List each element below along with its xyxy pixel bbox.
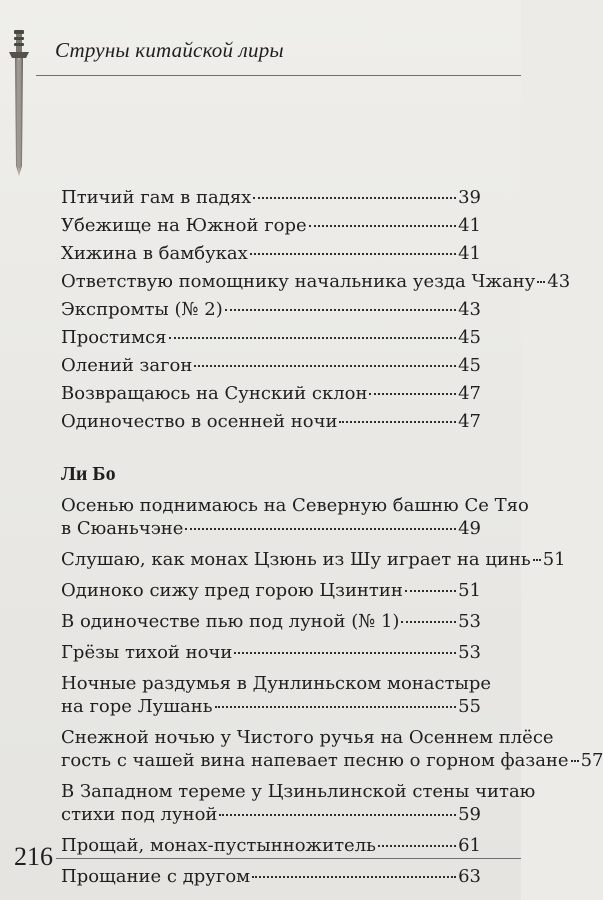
toc-entry-title-line: Ночные раздумья в Дунлиньском монастыре <box>61 673 492 694</box>
toc-entry-row <box>61 579 481 602</box>
toc-entry-row <box>61 326 481 349</box>
toc-entry-title-line: гость с чашей вина напевает песню о горном фазане <box>61 750 569 771</box>
toc-entry <box>61 780 536 826</box>
toc-entry-row <box>61 834 481 857</box>
toc-entry-page: 45 <box>458 327 481 348</box>
toc-entry-title-line: Экспромты (№ 2) <box>61 299 223 320</box>
toc-entry-row <box>61 548 566 571</box>
toc-entry-title-line: на горе Лушань <box>61 696 213 717</box>
toc-entry-title-line: Простимся <box>61 327 167 348</box>
dot-leader <box>339 421 456 423</box>
toc-entry-page: 51 <box>458 580 481 601</box>
toc-entry-title-line: Убежище на Южной горе <box>61 215 307 236</box>
toc-entry-title-line: стихи под луной <box>61 804 218 825</box>
toc-entry-row <box>61 410 481 433</box>
toc-entry-page: 43 <box>458 299 481 320</box>
toc-entry <box>61 354 481 377</box>
toc-entry <box>61 326 481 349</box>
toc-entry-page: 41 <box>458 243 481 264</box>
dot-leader <box>215 706 457 708</box>
toc-entry-row <box>61 865 481 888</box>
toc-entry-page: 53 <box>458 611 481 632</box>
toc-entry-title-line: Олений загон <box>61 355 193 376</box>
toc-part-1 <box>61 186 571 433</box>
dot-leader <box>219 814 456 816</box>
toc-entry-title-line: Ответствую помощнику начальника уезда Чжану <box>61 271 536 292</box>
toc-entry <box>61 610 481 633</box>
header-rule <box>36 75 521 76</box>
toc-entry-page: 61 <box>458 835 481 856</box>
dot-leader <box>369 393 456 395</box>
dot-leader <box>253 197 456 199</box>
toc-entry-title-line: В одиночестве пью под луной (№ 1) <box>61 611 400 632</box>
toc-entry-row <box>61 298 481 321</box>
toc-entry-title-line: Возвращаюсь на Сунский склон <box>61 383 368 404</box>
toc-entry-row <box>61 695 481 718</box>
toc-entry-row <box>61 517 481 540</box>
toc-entry-page: 59 <box>458 804 481 825</box>
toc-entry-page: 47 <box>458 383 481 404</box>
dot-leader <box>225 309 456 311</box>
dot-leader <box>252 876 456 878</box>
toc-entry-row <box>61 749 603 772</box>
toc-entry-title-line: Хижина в бамбуках <box>61 243 248 264</box>
toc-entry-page: 55 <box>458 696 481 717</box>
toc-entry-page: 47 <box>458 411 481 432</box>
dot-leader <box>250 253 456 255</box>
toc-entry-title-line: Одиноко сижу пред горою Цзинтин <box>61 580 403 601</box>
toc-entry <box>61 672 492 718</box>
toc-entry <box>61 865 481 888</box>
toc-entry-title-line: Прощай, монах-пустынножитель <box>61 835 376 856</box>
toc-part-2 <box>61 494 603 888</box>
toc-entry <box>61 726 603 772</box>
toc-entry <box>61 242 481 265</box>
dot-leader <box>194 365 456 367</box>
toc-entry <box>61 298 481 321</box>
table-of-contents <box>61 186 603 896</box>
toc-entry-title-line: Осенью поднимаюсь на Северную башню Се Тяо <box>61 495 529 516</box>
toc-entry-title-line: Грёзы тихой ночи <box>61 642 233 663</box>
running-title: Струны китайской лиры <box>55 38 284 62</box>
dot-leader <box>401 621 456 623</box>
toc-entry-page: 53 <box>458 642 481 663</box>
dot-leader <box>405 590 456 592</box>
sword-icon <box>6 28 32 178</box>
toc-entry <box>61 270 571 293</box>
toc-entry-row <box>61 803 481 826</box>
dot-leader <box>234 652 456 654</box>
toc-entry-row <box>61 354 481 377</box>
toc-entry-title-line: Слушаю, как монах Цзюнь из Шу играет на цинь <box>61 549 531 570</box>
toc-entry-title-line: Снежной ночью у Чистого ручья на Осеннем плёсе <box>61 727 554 748</box>
toc-entry-page: 39 <box>458 187 481 208</box>
toc-entry-title-line: в Сюаньчэне <box>61 518 184 539</box>
dot-leader <box>185 528 456 530</box>
toc-entry <box>61 834 481 857</box>
toc-entry <box>61 382 481 405</box>
dot-leader <box>169 337 457 339</box>
dot-leader <box>571 760 579 762</box>
dot-leader <box>378 845 456 847</box>
footer-rule <box>56 858 521 859</box>
toc-entry-page: 49 <box>458 518 481 539</box>
toc-entry-row <box>61 242 481 265</box>
toc-entry-page: 63 <box>458 866 481 887</box>
section-title: Ли Бо <box>61 463 116 485</box>
toc-entry <box>61 410 481 433</box>
toc-entry <box>61 186 481 209</box>
toc-entry-title-line: Одиночество в осенней ночи <box>61 411 338 432</box>
toc-entry-title-line: В Западном тереме у Цзиньлинской стены читаю <box>61 781 536 802</box>
toc-entry-title-line: Птичий гам в падях <box>61 187 252 208</box>
toc-entry-row <box>61 641 481 664</box>
toc-entry-page: 41 <box>458 215 481 236</box>
toc-entry-title-line: Прощание с другом <box>61 866 251 887</box>
toc-entry-row <box>61 382 481 405</box>
toc-entry <box>61 579 481 602</box>
toc-entry-page: 45 <box>458 355 481 376</box>
toc-entry <box>61 548 566 571</box>
dot-leader <box>537 281 545 283</box>
page-number: 216 <box>14 842 53 871</box>
toc-entry-row <box>61 610 481 633</box>
toc-entry-row <box>61 186 481 209</box>
dot-leader <box>309 225 456 227</box>
toc-entry <box>61 494 529 540</box>
toc-entry-page: 43 <box>547 271 571 292</box>
toc-entry-page: 51 <box>542 549 566 570</box>
toc-entry <box>61 214 481 237</box>
toc-entry-page: 57 <box>580 750 603 771</box>
toc-entry-row <box>61 214 481 237</box>
toc-entry-row <box>61 270 571 293</box>
toc-entry <box>61 641 481 664</box>
dot-leader <box>533 559 541 561</box>
